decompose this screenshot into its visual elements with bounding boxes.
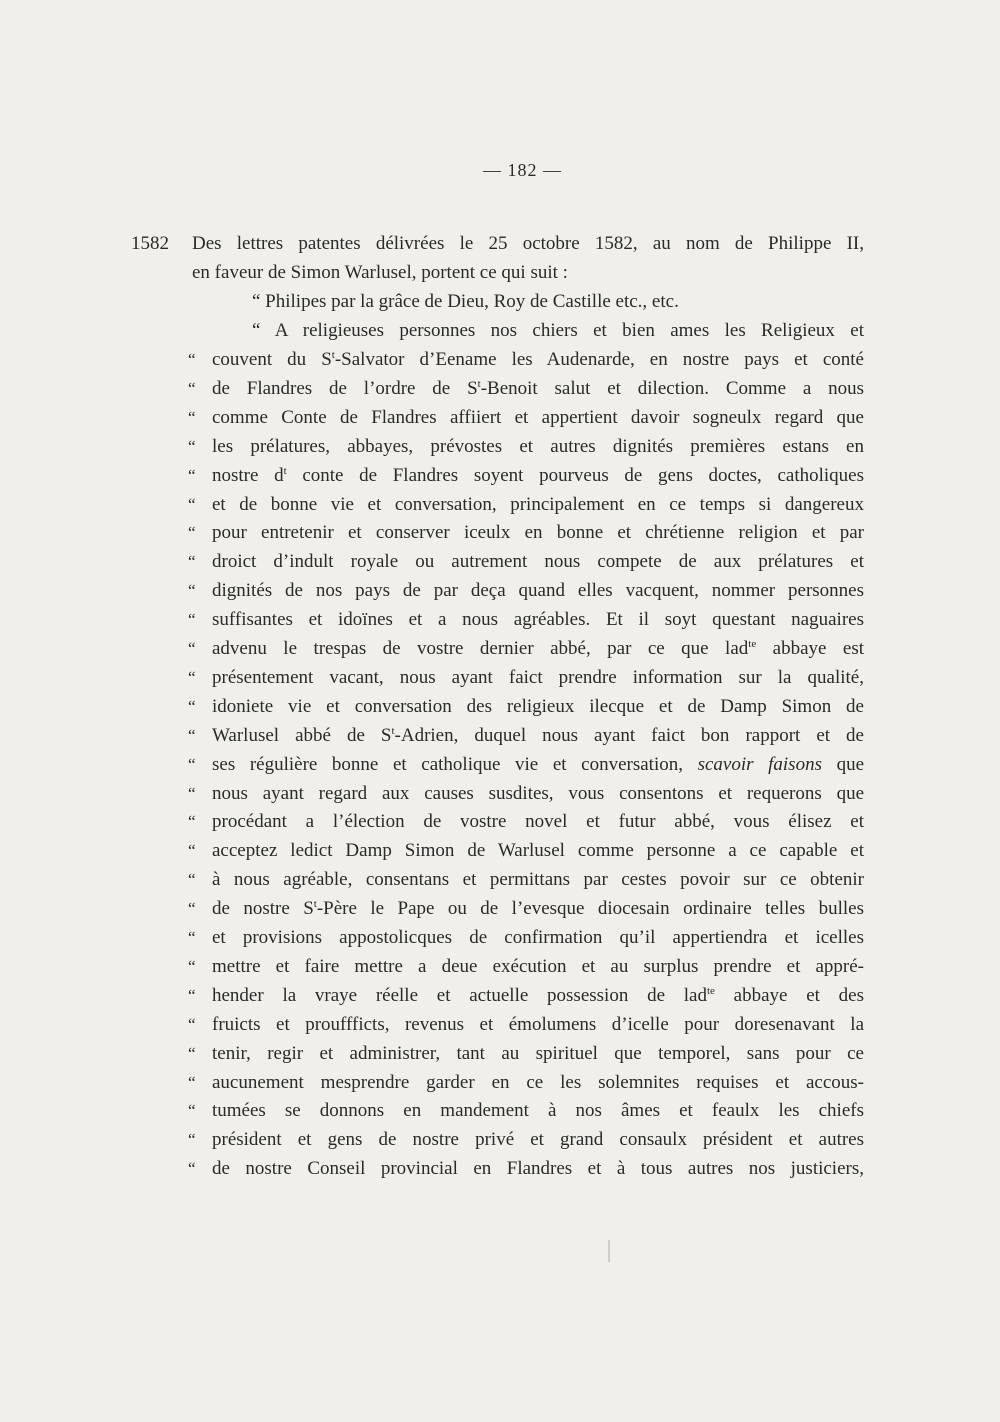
line-text: les prélatures, abbayes, prévostes et autres dignités premières estans en [212,436,864,457]
superscript: te [748,638,757,650]
quote-mark: “ [188,437,196,456]
page-number: — 182 — [483,160,562,180]
quoted-line [212,491,864,519]
superscript: t [391,725,395,737]
quoted-line [212,837,864,865]
quoted-line [212,1011,864,1039]
quote-mark: “ [188,784,196,803]
quote-mark: “ [188,899,196,918]
line-text: -Adrien, duquel nous ayant faict bon rapport et de [394,725,864,746]
line-text: couvent du S [212,349,332,370]
quoted-line [212,519,864,547]
line-text: que [821,754,865,775]
quoted-line [212,462,864,490]
line-text: de nostre Conseil provincial en Flandres et à tous autres nos justiciers, [212,1158,864,1179]
quote-mark: “ [188,1073,196,1092]
quote-mark: “ [188,495,196,514]
paper-mark [608,1240,610,1262]
line-text: comme Conte de Flandres affiiert et appertient davoir sogneulx regard que [212,407,864,428]
line-text: aucunement mesprendre garder en ce les solemnites requises et accous- [212,1072,864,1093]
quote-mark: “ [188,523,196,542]
quote-mark: “ [188,1044,196,1063]
quoted-line [212,375,864,403]
superscript: t [313,898,317,910]
line-text: nostre d [212,465,284,486]
quote-mark: “ [188,1130,196,1149]
line-text: -Père le Pape ou de l’evesque diocesain ordinaire telles bulles [316,898,864,919]
quoted-line [212,866,864,894]
quoted-line [212,808,864,836]
superscript: te [706,985,715,997]
line-text: de nostre S [212,898,314,919]
quote-mark: “ [188,957,196,976]
quoted-line [212,404,864,432]
quote-mark: “ [188,668,196,687]
opening-line: “ A religieuses personnes nos chiers et bien ames les Religieux et [252,320,864,341]
quoted-line [212,1126,864,1154]
line-text: conte de Flandres soyent pourveus de gens doctes, catholiques [286,465,864,486]
line-text: fruicts et prouffficts, revenus et émolumens d’icelle pour doresenavant la [212,1014,864,1035]
quoted-line [212,780,864,808]
superscript: t [331,349,335,361]
quote-mark: “ [188,697,196,716]
line-text: suffisantes et idoïnes et a nous agréables. Et il soyt questant naguaires [212,609,864,630]
quote-mark: “ [188,755,196,774]
superscript: t [477,378,481,390]
line-text: et de bonne vie et conversation, principalement en ce temps si dangereux [212,494,864,515]
quoted-line [212,635,864,663]
quote-mark: “ [188,1101,196,1120]
quote-mark: “ [188,986,196,1005]
salutation-line: “ Philipes par la grâce de Dieu, Roy de Castille etc., etc. [252,291,679,312]
quoted-line [212,924,864,952]
line-text: à nous agréable, consentans et permittans par cestes povoir sur ce obtenir [212,869,864,890]
quoted-line [212,577,864,605]
line-text: et provisions appostolicques de confirmation qu’il appertiendra et icelles [212,927,864,948]
line-text: idoniete vie et conversation des religieux ilecque et de Damp Simon de [212,696,864,717]
quote-mark: “ [188,841,196,860]
line-text: pour entretenir et conserver iceulx en bonne et chrétienne religion et par [212,522,864,543]
quote-mark: “ [188,1015,196,1034]
quoted-line [212,1097,864,1125]
quote-mark: “ [188,581,196,600]
margin-year: 1582 [131,233,169,254]
line-text: abbaye et des [714,985,864,1006]
quoted-line [212,1069,864,1097]
quoted-line [212,693,864,721]
line-text: -Benoit salut et dilection. Comme a nous [480,378,864,399]
line-text: Warlusel abbé de S [212,725,392,746]
quoted-line [212,1040,864,1068]
quote-mark: “ [188,726,196,745]
quoted-line [212,751,864,779]
line-text: tumées se donnons en mandement à nos âmes et feaulx les chiefs [212,1100,864,1121]
intro-line: Des lettres patentes délivrées le 25 octobre 1582, au nom de Philippe II, [192,233,864,254]
line-text: présentement vacant, nous ayant faict prendre information sur la qualité, [212,667,864,688]
quote-mark: “ [188,928,196,947]
line-text: nous ayant regard aux causes susdites, vous consentons et requerons que [212,783,864,804]
quoted-line [212,548,864,576]
quoted-line [212,722,864,750]
quoted-line [212,982,864,1010]
quoted-line [212,1155,864,1183]
quote-mark: “ [188,408,196,427]
line-text: président et gens de nostre privé et grand consaulx président et autres [212,1129,864,1150]
line-text: mettre et faire mettre a deue exécution et au surplus prendre et appré- [212,956,864,977]
line-text: de Flandres de l’ordre de S [212,378,478,399]
line-text: droict d’indult royale ou autrement nous compete de aux prélatures et [212,551,864,572]
quoted-line [212,346,864,374]
line-text: dignités de nos pays de par deça quand elles vacquent, nommer personnes [212,580,864,601]
quote-mark: “ [188,379,196,398]
line-text: -Salvator d’Eename les Audenarde, en nostre pays et conté [334,349,864,370]
line-text: procédant a l’élection de vostre novel et futur abbé, vous élisez et [212,811,864,832]
line-text: tenir, regir et administrer, tant au spirituel que temporel, sans pour ce [212,1043,864,1064]
quote-mark: “ [188,639,196,658]
quoted-line [212,606,864,634]
line-text: abbaye est [756,638,864,659]
superscript: t [283,465,287,477]
italic-text: scavoir faisons [697,754,822,775]
quote-mark: “ [188,870,196,889]
intro-line: en faveur de Simon Warlusel, portent ce qui suit : [192,262,568,283]
line-text: hender la vraye réelle et actuelle possession de lad [212,985,707,1006]
quote-mark: “ [188,466,196,485]
quoted-line [212,895,864,923]
quoted-line [212,953,864,981]
quote-mark: “ [188,812,196,831]
quote-mark: “ [188,552,196,571]
quoted-line [212,664,864,692]
line-text: ses régulière bonne et catholique vie et conversation, [212,754,698,775]
line-text: advenu le trespas de vostre dernier abbé, par ce que lad [212,638,749,659]
quote-mark: “ [188,1159,196,1178]
quote-mark: “ [188,610,196,629]
quoted-line [212,433,864,461]
quote-mark: “ [188,350,196,369]
line-text: acceptez ledict Damp Simon de Warlusel comme personne a ce capable et [212,840,864,861]
